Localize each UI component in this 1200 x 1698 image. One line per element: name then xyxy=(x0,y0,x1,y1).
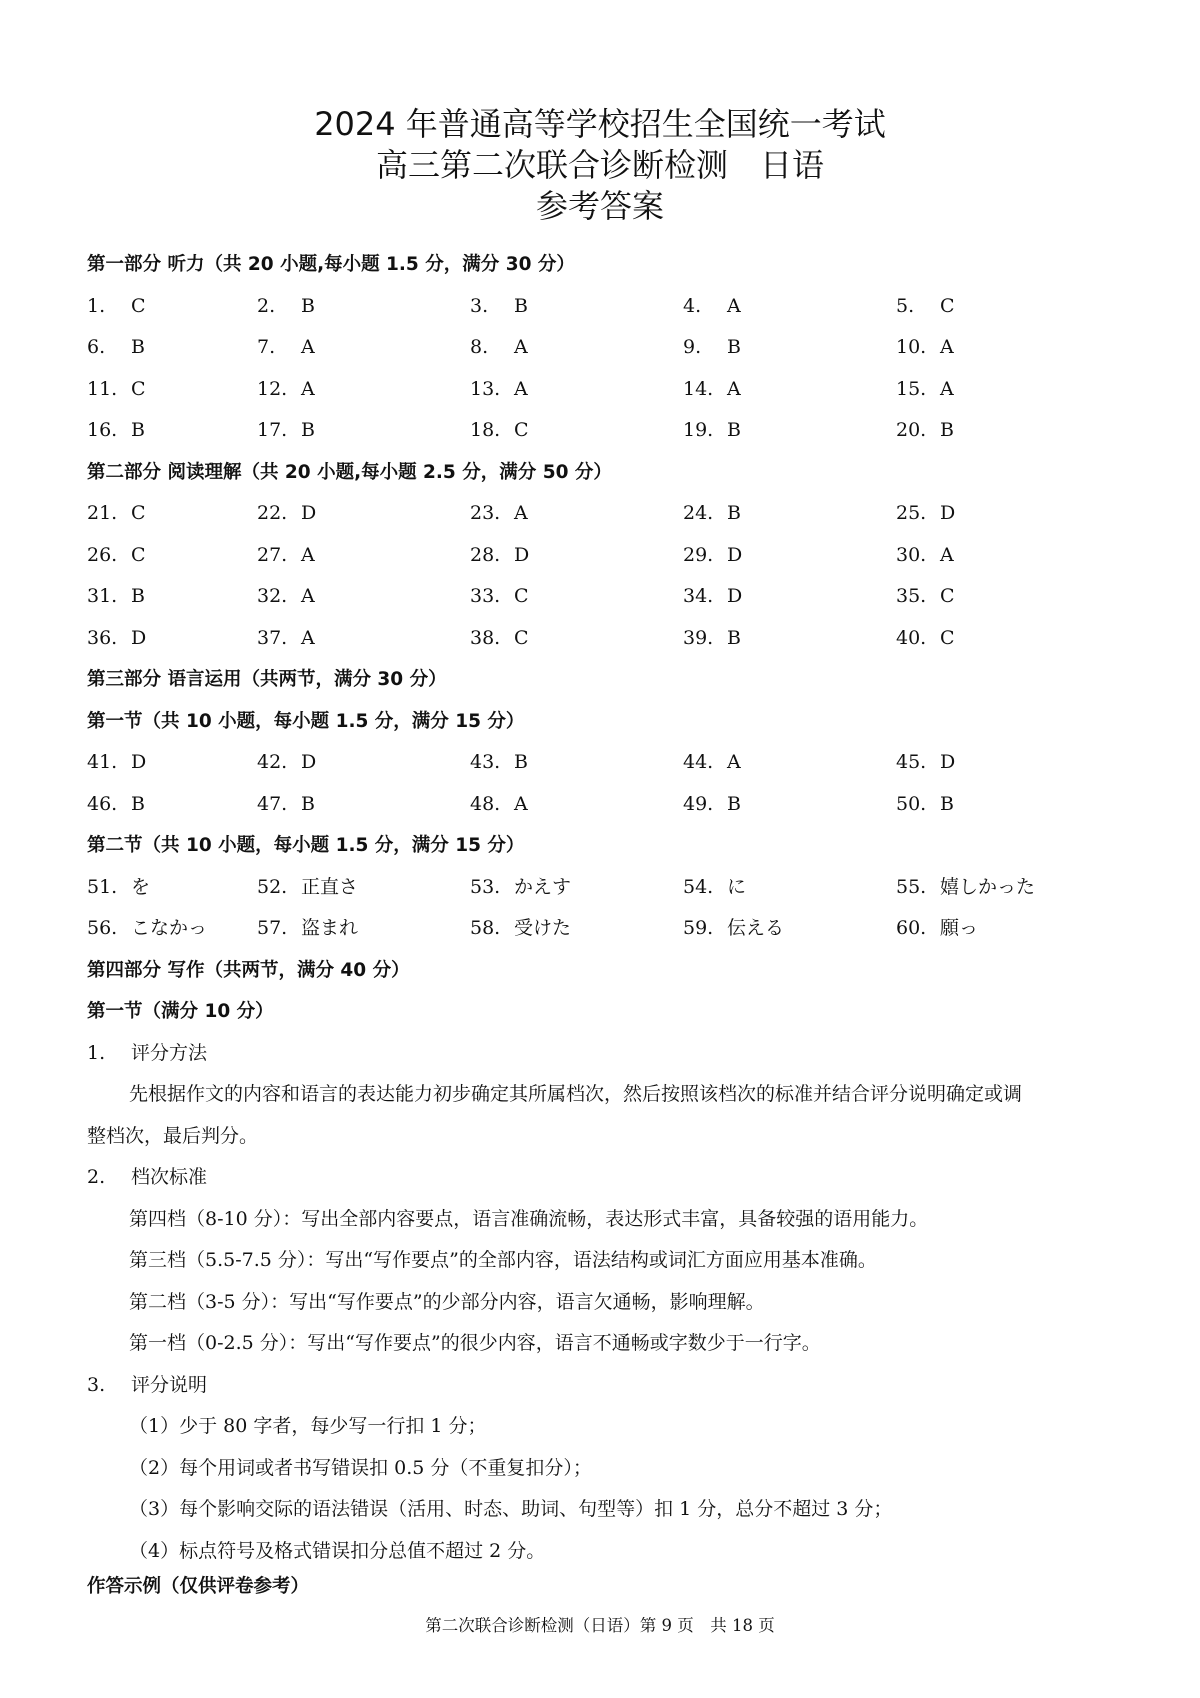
answer-value: A xyxy=(727,751,741,773)
question-number: 51. xyxy=(87,875,118,898)
question-number: 10. xyxy=(896,336,927,358)
answer-item xyxy=(470,784,683,826)
answer-value: A xyxy=(514,792,528,815)
answer-item xyxy=(896,908,1096,950)
answer-value: C xyxy=(940,294,955,317)
answer-item xyxy=(683,493,896,535)
question-number: 28. xyxy=(470,543,501,566)
answer-item xyxy=(87,784,257,826)
answer-item xyxy=(257,867,470,909)
answer-item xyxy=(896,369,1096,411)
answer-value: A xyxy=(301,336,315,358)
answer-item xyxy=(896,327,1096,369)
answer-item xyxy=(896,784,1096,826)
answer-value: D xyxy=(131,751,147,773)
item-number: 3. xyxy=(87,1373,106,1396)
part2-answers xyxy=(87,493,1127,659)
part2-heading: 第二部分 阅读理解（共 20 小题,每小题 2.5 分，满分 50 分） xyxy=(87,461,612,483)
answer-value: B xyxy=(727,626,741,649)
answer-item xyxy=(257,410,470,452)
answer-value: D xyxy=(301,751,317,773)
answer-value: B xyxy=(301,419,315,441)
answer-value: C xyxy=(131,294,146,317)
answer-row xyxy=(87,784,1127,826)
answer-value: B xyxy=(301,792,315,815)
level-2: 第二档（3-5 分）：写出“写作要点”的少部分内容，语言欠通畅，影响理解。 xyxy=(129,1290,765,1313)
answer-item xyxy=(683,286,896,328)
question-number: 12. xyxy=(257,377,288,400)
question-number: 48. xyxy=(470,792,501,815)
question-number: 24. xyxy=(683,502,714,524)
answer-value: C xyxy=(514,626,529,649)
answer-value: 正直さ xyxy=(301,875,359,898)
answer-item xyxy=(257,535,470,577)
answer-item xyxy=(470,576,683,618)
answer-item xyxy=(470,908,683,950)
answer-value: かえす xyxy=(514,875,572,898)
answer-value: C xyxy=(131,502,146,524)
answer-value: B xyxy=(301,294,315,317)
answer-item xyxy=(896,618,1096,660)
answer-row xyxy=(87,867,1127,909)
question-number: 34. xyxy=(683,585,714,607)
answer-item xyxy=(683,742,896,784)
question-number: 57. xyxy=(257,917,288,939)
answer-value: B xyxy=(940,792,954,815)
answer-value: A xyxy=(301,377,315,400)
question-number: 47. xyxy=(257,792,288,815)
answer-item xyxy=(896,535,1096,577)
document-titles xyxy=(0,104,1200,227)
answer-value: A xyxy=(301,626,315,649)
answer-content xyxy=(87,244,1127,1602)
question-number: 8. xyxy=(470,336,489,358)
answer-value: B xyxy=(514,751,528,773)
answer-value: B xyxy=(131,419,145,441)
answer-item xyxy=(683,908,896,950)
scoring-method-line1: 先根据作文的内容和语言的表达能力初步确定其所属档次，然后按照该档次的标准并结合评分说明确定或调 xyxy=(129,1083,1023,1105)
answer-value: A xyxy=(940,543,954,566)
answer-value: D xyxy=(301,502,317,524)
question-number: 21. xyxy=(87,502,118,524)
answer-value: C xyxy=(940,585,955,607)
part4-section1-heading: 第一节（满分 10 分） xyxy=(87,1001,274,1022)
answer-value: C xyxy=(514,585,529,607)
answer-item xyxy=(257,618,470,660)
question-number: 32. xyxy=(257,585,288,607)
question-number: 45. xyxy=(896,751,927,773)
question-number: 14. xyxy=(683,377,714,400)
scoring-method-text xyxy=(87,1074,1127,1116)
answer-value: A xyxy=(514,502,528,524)
question-number: 15. xyxy=(896,377,927,400)
answer-item xyxy=(683,327,896,369)
answer-value: D xyxy=(131,626,147,649)
answer-item xyxy=(87,618,257,660)
answer-item xyxy=(87,742,257,784)
question-number: 17. xyxy=(257,419,288,441)
rule-3: （3）每个影响交际的语法错误（活用、时态、助词、句型等）扣 1 分，总分不超过 3 分； xyxy=(129,1498,893,1520)
rule-1: （1）少于 80 字者，每少写一行扣 1 分； xyxy=(129,1415,487,1437)
answer-row xyxy=(87,369,1127,411)
answer-value: C xyxy=(514,419,529,441)
question-number: 1. xyxy=(87,294,106,317)
question-number: 22. xyxy=(257,502,288,524)
answer-value: 受けた xyxy=(514,917,572,939)
question-number: 33. xyxy=(470,585,501,607)
item-label: 评分方法 xyxy=(131,1041,208,1064)
answer-item xyxy=(257,327,470,369)
answer-item xyxy=(896,742,1096,784)
answer-item xyxy=(896,286,1096,328)
answer-value: D xyxy=(727,585,743,607)
answer-item xyxy=(87,369,257,411)
question-number: 49. xyxy=(683,792,714,815)
question-number: 53. xyxy=(470,875,501,898)
answer-value: A xyxy=(514,377,528,400)
answer-value: D xyxy=(514,543,530,566)
scoring-notes-item xyxy=(87,1365,1127,1407)
question-number: 42. xyxy=(257,751,288,773)
answer-item xyxy=(257,286,470,328)
answer-item xyxy=(470,327,683,369)
answer-value: B xyxy=(727,792,741,815)
answer-item xyxy=(257,493,470,535)
answer-row xyxy=(87,535,1127,577)
question-number: 7. xyxy=(257,336,276,358)
part1-answers xyxy=(87,286,1127,452)
answer-value: 嬉しかった xyxy=(940,875,1036,898)
answer-item xyxy=(896,867,1096,909)
answer-item xyxy=(87,410,257,452)
answer-row xyxy=(87,618,1127,660)
example-heading: 作答示例（仅供评卷参考） xyxy=(87,1576,310,1597)
answer-item xyxy=(896,493,1096,535)
part3-section1-answers xyxy=(87,742,1127,825)
question-number: 54. xyxy=(683,875,714,898)
exam-subtitle: 高三第二次联合诊断检测 日语 xyxy=(375,146,824,184)
answer-value: B xyxy=(131,336,145,358)
scoring-method-text-cont: 整档次，最后判分。 xyxy=(87,1124,259,1147)
answer-row xyxy=(87,576,1127,618)
answer-value: A xyxy=(940,336,954,358)
answer-value: 伝える xyxy=(727,917,785,939)
question-number: 16. xyxy=(87,419,118,441)
question-number: 36. xyxy=(87,626,118,649)
level-standards-item xyxy=(87,1157,1127,1199)
part1-heading: 第一部分 听力（共 20 小题,每小题 1.5 分，满分 30 分） xyxy=(87,254,575,275)
answer-value: B xyxy=(131,792,145,815)
question-number: 50. xyxy=(896,792,927,815)
question-number: 25. xyxy=(896,502,927,524)
answer-value: B xyxy=(514,294,528,317)
item-number: 1. xyxy=(87,1041,106,1064)
answer-value: B xyxy=(727,336,741,358)
question-number: 43. xyxy=(470,751,501,773)
answer-item xyxy=(257,576,470,618)
answer-item xyxy=(87,576,257,618)
answer-item xyxy=(87,493,257,535)
answer-value: を xyxy=(131,875,151,898)
question-number: 46. xyxy=(87,792,118,815)
part4-heading: 第四部分 写作（共两节，满分 40 分） xyxy=(87,959,410,981)
rule-2: （2）每个用词或者书写错误扣 0.5 分（不重复扣分）； xyxy=(129,1456,592,1479)
answer-item xyxy=(896,410,1096,452)
part3-section2-answers xyxy=(87,867,1127,950)
answer-row xyxy=(87,327,1127,369)
question-number: 5. xyxy=(896,294,915,317)
part3-heading: 第三部分 语言运用（共两节，满分 30 分） xyxy=(87,669,447,690)
answer-row xyxy=(87,493,1127,535)
answer-item xyxy=(257,742,470,784)
answer-value: B xyxy=(727,502,741,524)
question-number: 19. xyxy=(683,419,714,441)
answer-key-title: 参考答案 xyxy=(535,187,664,225)
answer-value: D xyxy=(940,502,956,524)
question-number: 58. xyxy=(470,917,501,939)
question-number: 4. xyxy=(683,294,702,317)
answer-item xyxy=(896,576,1096,618)
answer-item xyxy=(470,410,683,452)
answer-value: こなかっ xyxy=(131,917,208,939)
question-number: 18. xyxy=(470,419,501,441)
question-number: 40. xyxy=(896,626,927,649)
question-number: 59. xyxy=(683,917,714,939)
question-number: 13. xyxy=(470,377,501,400)
answer-value: B xyxy=(940,419,954,441)
scoring-method-item xyxy=(87,1033,1127,1075)
answer-value: C xyxy=(131,377,146,400)
level-3: 第三档（5.5-7.5 分）：写出“写作要点”的全部内容，语法结构或词汇方面应用基本准确。 xyxy=(129,1249,877,1271)
answer-value: B xyxy=(131,585,145,607)
answer-item xyxy=(87,867,257,909)
answer-value: D xyxy=(727,543,743,566)
question-number: 2. xyxy=(257,294,276,317)
item-number: 2. xyxy=(87,1166,106,1188)
part3-section1-heading: 第一节（共 10 小题，每小题 1.5 分，满分 15 分） xyxy=(87,710,525,732)
question-number: 38. xyxy=(470,626,501,649)
answer-item xyxy=(683,867,896,909)
question-number: 31. xyxy=(87,585,118,607)
answer-value: C xyxy=(940,626,955,649)
question-number: 35. xyxy=(896,585,927,607)
page-footer: 第二次联合诊断检测（日语）第 9 页 共 18 页 xyxy=(425,1616,775,1635)
answer-item xyxy=(470,867,683,909)
answer-value: A xyxy=(727,294,741,317)
item-label: 档次标准 xyxy=(131,1166,208,1188)
answer-item xyxy=(87,327,257,369)
answer-item xyxy=(87,908,257,950)
answer-row xyxy=(87,908,1127,950)
answer-item xyxy=(683,535,896,577)
question-number: 52. xyxy=(257,875,288,898)
answer-item xyxy=(683,576,896,618)
answer-value: A xyxy=(514,336,528,358)
question-number: 37. xyxy=(257,626,288,649)
answer-item xyxy=(87,535,257,577)
answer-item xyxy=(257,784,470,826)
question-number: 44. xyxy=(683,751,714,773)
answer-item xyxy=(257,369,470,411)
answer-item xyxy=(470,369,683,411)
question-number: 41. xyxy=(87,751,118,773)
answer-item xyxy=(470,742,683,784)
question-number: 60. xyxy=(896,917,927,939)
answer-value: A xyxy=(301,543,315,566)
answer-item xyxy=(683,784,896,826)
answer-item xyxy=(470,493,683,535)
answer-item xyxy=(470,535,683,577)
rule-4: （4）标点符号及格式错误扣分总值不超过 2 分。 xyxy=(129,1539,546,1562)
answer-value: A xyxy=(727,377,741,400)
answer-value: A xyxy=(301,585,315,607)
question-number: 56. xyxy=(87,917,118,939)
answer-item xyxy=(257,908,470,950)
question-number: 30. xyxy=(896,543,927,566)
question-number: 27. xyxy=(257,543,288,566)
answer-row xyxy=(87,742,1127,784)
question-number: 55. xyxy=(896,875,927,898)
answer-value: C xyxy=(131,543,146,566)
answer-value: に xyxy=(727,875,747,898)
answer-row xyxy=(87,286,1127,328)
exam-title: 2024 年普通高等学校招生全国统一考试 xyxy=(314,105,886,143)
answer-value: A xyxy=(940,377,954,400)
answer-value: B xyxy=(727,419,741,441)
question-number: 39. xyxy=(683,626,714,649)
question-number: 3. xyxy=(470,294,489,317)
question-number: 23. xyxy=(470,502,501,524)
answer-item xyxy=(683,618,896,660)
answer-value: D xyxy=(940,751,956,773)
part3-section2-heading: 第二节（共 10 小题，每小题 1.5 分，满分 15 分） xyxy=(87,835,525,856)
answer-item xyxy=(683,369,896,411)
answer-item xyxy=(470,286,683,328)
question-number: 20. xyxy=(896,419,927,441)
question-number: 9. xyxy=(683,336,702,358)
answer-value: 盗まれ xyxy=(301,917,359,939)
answer-value: 願っ xyxy=(940,917,979,939)
answer-item xyxy=(470,618,683,660)
answer-row xyxy=(87,410,1127,452)
question-number: 26. xyxy=(87,543,118,566)
item-label: 评分说明 xyxy=(131,1373,208,1396)
question-number: 29. xyxy=(683,543,714,566)
question-number: 6. xyxy=(87,336,106,358)
level-1: 第一档（0-2.5 分）：写出“写作要点”的很少内容，语言不通畅或字数少于一行字。 xyxy=(129,1332,821,1354)
answer-item xyxy=(87,286,257,328)
question-number: 11. xyxy=(87,377,118,400)
level-4: 第四档（8-10 分）：写出全部内容要点，语言准确流畅，表达形式丰富，具备较强的语用能力。 xyxy=(129,1207,929,1230)
answer-item xyxy=(683,410,896,452)
